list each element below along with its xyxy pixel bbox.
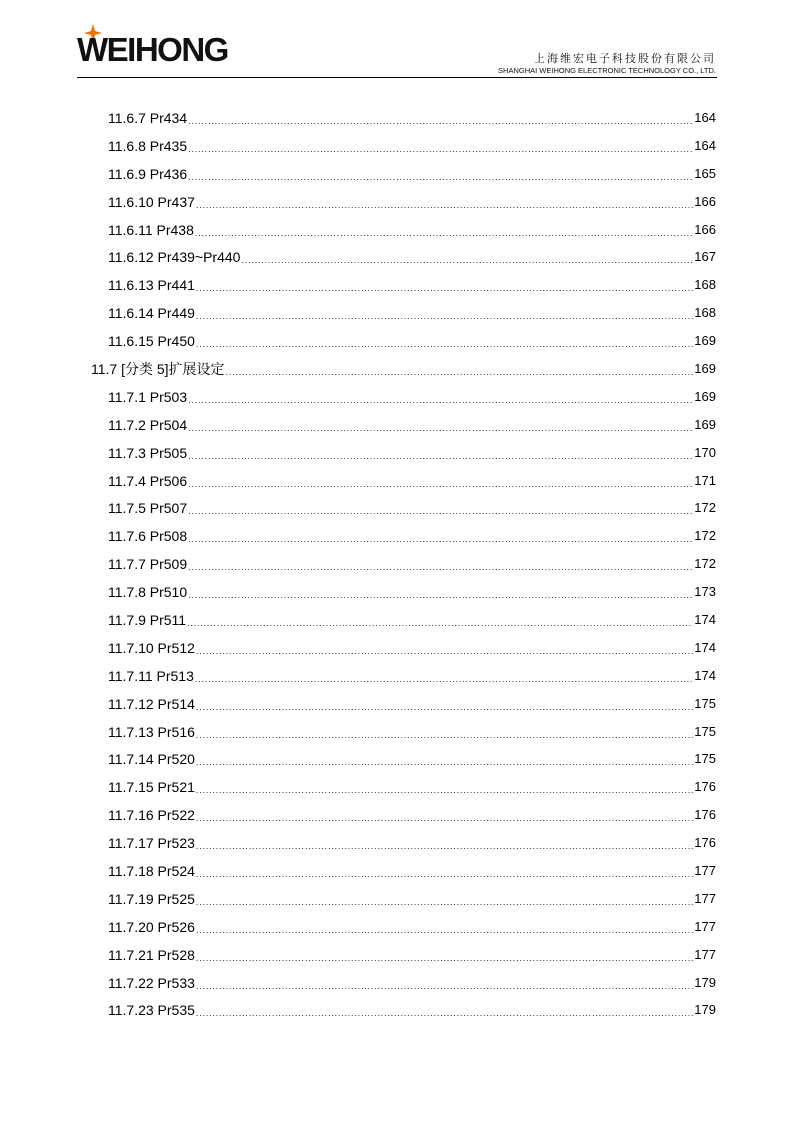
toc-dot-leader — [188, 113, 693, 129]
company-name-cn: 上海维宏电子科技股份有限公司 — [534, 52, 716, 65]
toc-entry-label: 11.6.15 Pr450 — [108, 333, 195, 350]
toc-entry-label: 11.7.8 Pr510 — [108, 584, 188, 601]
toc-entry-label: 11.7.17 Pr523 — [108, 835, 195, 852]
toc-entry-page: 176 — [694, 779, 716, 795]
toc-entry[interactable] — [0, 188, 716, 216]
toc-dot-leader — [195, 671, 693, 687]
toc-entry[interactable] — [0, 745, 716, 773]
toc-entry-label: 11.7.18 Pr524 — [108, 862, 195, 879]
toc-dot-leader — [188, 559, 693, 575]
toc-entry[interactable] — [0, 718, 716, 746]
toc-entry-page: 170 — [694, 444, 716, 460]
toc-entry-page: 164 — [694, 137, 716, 153]
toc-entry-page: 174 — [694, 611, 716, 627]
toc-dot-leader — [188, 420, 693, 436]
toc-entry-label: 11.6.8 Pr435 — [108, 137, 188, 154]
toc-dot-leader — [196, 950, 693, 966]
toc-entry[interactable] — [0, 243, 716, 271]
toc-dot-leader — [188, 169, 693, 185]
toc-entry[interactable] — [0, 550, 716, 578]
toc-entry-label: 11.7.19 Pr525 — [108, 890, 195, 907]
toc-entry-page: 164 — [694, 109, 716, 125]
toc-dot-leader — [188, 141, 693, 157]
toc-entry[interactable] — [0, 522, 716, 550]
header-divider — [77, 77, 717, 78]
toc-entry-page: 165 — [694, 165, 716, 181]
toc-entry-page: 175 — [694, 695, 716, 711]
toc-dot-leader — [188, 503, 693, 519]
toc-entry-page: 166 — [694, 193, 716, 209]
toc-entry-page: 177 — [694, 946, 716, 962]
toc-dot-leader — [188, 587, 693, 603]
toc-entry-page: 177 — [694, 890, 716, 906]
toc-entry[interactable] — [0, 271, 716, 299]
toc-entry-label: 11.7.6 Pr508 — [108, 528, 188, 545]
toc-dot-leader — [196, 308, 693, 324]
toc-entry-page: 169 — [694, 416, 716, 432]
toc-entry-label: 11.7.5 Pr507 — [108, 500, 188, 517]
toc-dot-leader — [196, 727, 693, 743]
toc-entry-page: 177 — [694, 862, 716, 878]
toc-entry-page: 172 — [694, 500, 716, 516]
toc-entry[interactable] — [0, 634, 716, 662]
toc-entry[interactable] — [0, 773, 716, 801]
toc-entry[interactable] — [0, 411, 716, 439]
toc-dot-leader — [196, 922, 693, 938]
toc-dot-leader — [196, 197, 693, 213]
toc-entry[interactable] — [0, 913, 716, 941]
toc-entry-label: 11.7.14 Pr520 — [108, 751, 195, 768]
toc-entry-page: 176 — [694, 835, 716, 851]
toc-dot-leader — [195, 225, 693, 241]
toc-entry-label: 11.7.11 Pr513 — [108, 667, 194, 684]
toc-entry[interactable] — [0, 885, 716, 913]
toc-entry[interactable] — [0, 439, 716, 467]
toc-entry-label: 11.6.14 Pr449 — [108, 305, 195, 322]
toc-entry[interactable] — [0, 104, 716, 132]
toc-entry-label: 11.7.4 Pr506 — [108, 472, 188, 489]
toc-dot-leader — [187, 615, 693, 631]
toc-entry[interactable] — [0, 969, 716, 997]
toc-entry[interactable] — [0, 355, 716, 383]
toc-entry[interactable] — [0, 299, 716, 327]
toc-dot-leader — [196, 1005, 693, 1021]
toc-dot-leader — [188, 476, 693, 492]
toc-entry-page: 167 — [694, 249, 716, 265]
toc-entry-page: 174 — [694, 667, 716, 683]
toc-entry[interactable] — [0, 132, 716, 160]
toc-entry-label: 11.6.9 Pr436 — [108, 165, 188, 182]
toc-entry-page: 174 — [694, 639, 716, 655]
table-of-contents — [0, 104, 793, 1024]
toc-entry-label: 11.6.11 Pr438 — [108, 221, 194, 238]
toc-entry[interactable] — [0, 690, 716, 718]
toc-entry[interactable] — [0, 578, 716, 606]
toc-entry-label: 11.7.15 Pr521 — [108, 779, 195, 796]
toc-entry-page: 175 — [694, 723, 716, 739]
toc-entry-page: 176 — [694, 807, 716, 823]
toc-entry[interactable] — [0, 467, 716, 495]
toc-entry-page: 179 — [694, 974, 716, 990]
toc-dot-leader — [196, 280, 693, 296]
toc-entry-label: 11.6.7 Pr434 — [108, 109, 188, 126]
toc-entry[interactable] — [0, 857, 716, 885]
toc-entry-page: 172 — [694, 528, 716, 544]
toc-dot-leader — [196, 838, 693, 854]
toc-dot-leader — [241, 252, 693, 268]
toc-entry-label: 11.7.3 Pr505 — [108, 444, 188, 461]
toc-entry-label: 11.6.10 Pr437 — [108, 193, 195, 210]
toc-entry-page: 171 — [694, 472, 716, 488]
toc-entry-page: 179 — [694, 1002, 716, 1018]
toc-entry[interactable] — [0, 216, 716, 244]
toc-dot-leader — [196, 754, 693, 770]
toc-dot-leader — [196, 894, 693, 910]
toc-entry-label: 11.7.2 Pr504 — [108, 416, 188, 433]
toc-dot-leader — [188, 531, 693, 547]
toc-entry-label: 11.7.21 Pr528 — [108, 946, 195, 963]
company-name-en: SHANGHAI WEIHONG ELECTRONIC TECHNOLOGY CO., LTD. — [498, 66, 716, 75]
toc-dot-leader — [196, 643, 693, 659]
toc-entry[interactable] — [0, 494, 716, 522]
toc-dot-leader — [196, 336, 693, 352]
toc-entry-page: 173 — [694, 584, 716, 600]
toc-entry[interactable] — [0, 662, 716, 690]
toc-dot-leader — [196, 782, 693, 798]
toc-entry[interactable] — [0, 160, 716, 188]
toc-entry-page: 169 — [694, 360, 716, 376]
toc-entry-page: 168 — [694, 305, 716, 321]
toc-entry-page: 172 — [694, 556, 716, 572]
toc-entry[interactable] — [0, 997, 716, 1025]
toc-entry-label: 11.7.7 Pr509 — [108, 556, 188, 573]
page-header — [0, 0, 793, 80]
toc-entry-label: 11.7.16 Pr522 — [108, 807, 195, 824]
toc-dot-leader — [196, 978, 693, 994]
toc-dot-leader — [188, 392, 693, 408]
toc-entry-label: 11.7.20 Pr526 — [108, 918, 195, 935]
toc-entry-page: 166 — [694, 221, 716, 237]
toc-entry-label: 11.7.9 Pr511 — [108, 611, 187, 628]
toc-dot-leader — [226, 364, 694, 380]
toc-entry-label: 11.7.22 Pr533 — [108, 974, 195, 991]
toc-entry-page: 177 — [694, 918, 716, 934]
toc-entry-page: 175 — [694, 751, 716, 767]
toc-entry[interactable] — [0, 829, 716, 857]
toc-entry-label: 11.7.13 Pr516 — [108, 723, 195, 740]
toc-entry-label: 11.7.1 Pr503 — [108, 388, 188, 405]
toc-dot-leader — [188, 448, 693, 464]
logo-text: WEIHONG — [77, 31, 228, 68]
toc-entry-label: 11.7.23 Pr535 — [108, 1002, 195, 1019]
toc-dot-leader — [196, 699, 693, 715]
toc-entry-page: 169 — [694, 388, 716, 404]
toc-entry-label: 11.7.12 Pr514 — [108, 695, 195, 712]
toc-entry[interactable] — [0, 327, 716, 355]
toc-entry[interactable] — [0, 383, 716, 411]
toc-dot-leader — [196, 866, 693, 882]
toc-dot-leader — [196, 810, 693, 826]
toc-entry-label: 11.7.10 Pr512 — [108, 639, 195, 656]
toc-entry-page: 169 — [694, 333, 716, 349]
toc-entry[interactable] — [0, 606, 716, 634]
toc-entry[interactable] — [0, 801, 716, 829]
toc-entry-label: 11.6.12 Pr439~Pr440 — [108, 249, 241, 266]
toc-entry-label: 11.6.13 Pr441 — [108, 277, 195, 294]
toc-entry-page: 168 — [694, 277, 716, 293]
toc-entry[interactable] — [0, 941, 716, 969]
toc-entry-label: 11.7 [分类 5]扩展设定 — [91, 360, 225, 377]
